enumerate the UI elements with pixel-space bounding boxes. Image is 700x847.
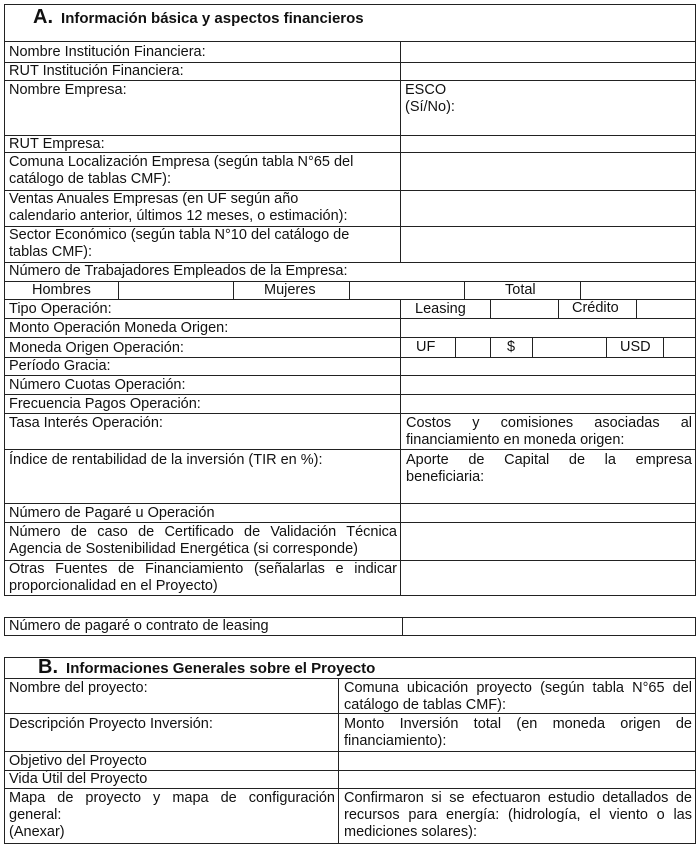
label-vida-util: Vida Útil del Proyecto	[9, 771, 148, 787]
column-divider	[400, 299, 401, 596]
label-nombre-institucion: Nombre Institución Financiera:	[9, 44, 206, 60]
label-usd: USD	[620, 339, 651, 355]
label-total: Total	[505, 282, 536, 298]
label-pagare-leasing: Número de pagaré o contrato de leasing	[9, 618, 269, 634]
section-b-letter: B.	[38, 656, 58, 678]
label-line: calendario anterior, últimos 12 meses, o estimación):	[9, 208, 348, 224]
label-monto-inversion	[344, 716, 692, 750]
section-b-heading: Informaciones Generales sobre el Proyecto	[66, 660, 376, 677]
label-nombre-empresa: Nombre Empresa:	[9, 82, 127, 98]
label-mapa-proyecto	[9, 790, 335, 841]
label-ventas-anuales	[9, 191, 348, 225]
label-line: Costos y comisiones asociadas al	[406, 415, 692, 431]
row-divider	[4, 394, 696, 395]
label-line: Sector Económico (según tabla N°10 del catálogo de	[9, 227, 350, 243]
row-divider	[4, 80, 696, 81]
label-hombres: Hombres	[32, 282, 91, 298]
label-comuna-empresa	[9, 154, 353, 188]
label-peso: $	[507, 339, 516, 355]
label-line: proporcionalidad en el Proyecto)	[9, 578, 218, 594]
row-divider	[4, 522, 696, 523]
label-line: Número de caso de Certificado de Validación Técnica	[9, 524, 397, 540]
label-certificado	[9, 524, 397, 558]
row-divider	[4, 337, 696, 338]
label-line: Monto Inversión total (en moneda origen de	[344, 716, 692, 732]
label-line: tablas CMF):	[9, 244, 92, 260]
label-rut-empresa: RUT Empresa:	[9, 136, 105, 152]
label-descripcion-proyecto: Descripción Proyecto Inversión:	[9, 716, 213, 732]
section-a-heading: Información básica y aspectos financieros	[61, 10, 364, 27]
section-a-title	[33, 6, 364, 28]
column-divider	[490, 337, 491, 357]
label-monto-operacion: Monto Operación Moneda Origen:	[9, 320, 229, 336]
label-leasing: Leasing	[415, 301, 466, 317]
label-comuna-proyecto	[344, 680, 692, 714]
label-frecuencia-pagos: Frecuencia Pagos Operación:	[9, 396, 201, 412]
column-divider	[338, 678, 339, 844]
row-divider	[4, 135, 696, 136]
row-divider	[4, 281, 696, 282]
row-divider	[4, 678, 696, 679]
label-tipo-operacion: Tipo Operación:	[9, 301, 112, 317]
column-divider	[490, 299, 491, 318]
label-line: Agencia de Sostenibilidad Energética (si corresponde)	[9, 541, 359, 557]
label-pagare-operacion: Número de Pagaré u Operación	[9, 505, 215, 521]
label-line: Ventas Anuales Empresas (en UF según año	[9, 191, 299, 207]
label-moneda-origen: Moneda Origen Operación:	[9, 340, 184, 356]
label-line: Mapa de proyecto y mapa de configuración	[9, 790, 335, 806]
label-sector-economico	[9, 227, 349, 261]
label-esco	[405, 82, 455, 116]
label-line: catálogo de tablas CMF):	[9, 171, 171, 187]
label-uf: UF	[416, 339, 436, 355]
label-line: recursos para energía: (hidrología, el viento o las	[344, 807, 692, 823]
label-objetivo-proyecto: Objetivo del Proyecto	[9, 753, 147, 769]
label-trabajadores: Número de Trabajadores Empleados de la Empresa:	[9, 263, 348, 279]
column-divider	[402, 617, 403, 636]
row-divider	[4, 152, 696, 153]
section-b-title	[38, 656, 376, 678]
row-divider	[4, 41, 696, 42]
label-line: Comuna Localización Empresa (según tabla N°65 del	[9, 154, 354, 170]
label-line: Otras Fuentes de Financiamiento (señalarlas e indicar	[9, 561, 397, 577]
column-divider	[233, 281, 234, 299]
row-divider	[4, 788, 696, 789]
label-otras-fuentes	[9, 561, 397, 595]
label-line: mediciones solares):	[344, 824, 477, 840]
column-divider	[663, 337, 664, 357]
label-line: Comuna ubicación proyecto (según tabla N°65 del	[344, 680, 692, 696]
esco-line: (Sí/No):	[405, 99, 455, 115]
row-divider	[4, 449, 696, 450]
label-line: (Anexar)	[9, 824, 65, 840]
label-costos-comisiones	[406, 415, 692, 449]
column-divider	[532, 337, 533, 357]
row-divider	[4, 318, 696, 319]
row-divider	[4, 413, 696, 414]
column-divider	[558, 299, 559, 318]
column-divider	[606, 337, 607, 357]
label-line: general:	[9, 807, 62, 823]
column-divider	[464, 281, 465, 299]
label-mujeres: Mujeres	[264, 282, 316, 298]
label-line: catálogo de tablas CMF):	[344, 697, 506, 713]
esco-line: ESCO	[405, 82, 447, 98]
column-divider	[349, 281, 350, 299]
column-divider	[580, 281, 581, 299]
label-credito: Crédito	[572, 300, 619, 316]
label-confirmaron-estudios	[344, 790, 692, 841]
label-tir: Índice de rentabilidad de la inversión (TIR en %):	[9, 452, 323, 468]
label-line: financiamiento en moneda origen:	[406, 432, 625, 448]
column-divider	[636, 299, 637, 318]
row-divider	[4, 751, 696, 752]
row-divider	[4, 375, 696, 376]
row-divider	[4, 503, 696, 504]
label-line: Confirmaron si se efectuaron estudio detallados de	[344, 790, 692, 806]
label-numero-cuotas: Número Cuotas Operación:	[9, 377, 186, 393]
column-divider	[455, 337, 456, 357]
label-line: financiamiento):	[344, 733, 447, 749]
label-line: beneficiaria:	[406, 469, 485, 485]
label-aporte-capital	[406, 452, 692, 486]
label-rut-institucion: RUT Institución Financiera:	[9, 63, 184, 79]
column-divider	[400, 41, 401, 262]
label-nombre-proyecto: Nombre del proyecto:	[9, 680, 148, 696]
label-tasa-interes: Tasa Interés Operación:	[9, 415, 163, 431]
column-divider	[118, 281, 119, 299]
label-line: Aporte de Capital de la empresa	[406, 452, 692, 468]
section-a-letter: A.	[33, 6, 53, 28]
label-periodo-gracia: Período Gracia:	[9, 358, 111, 374]
